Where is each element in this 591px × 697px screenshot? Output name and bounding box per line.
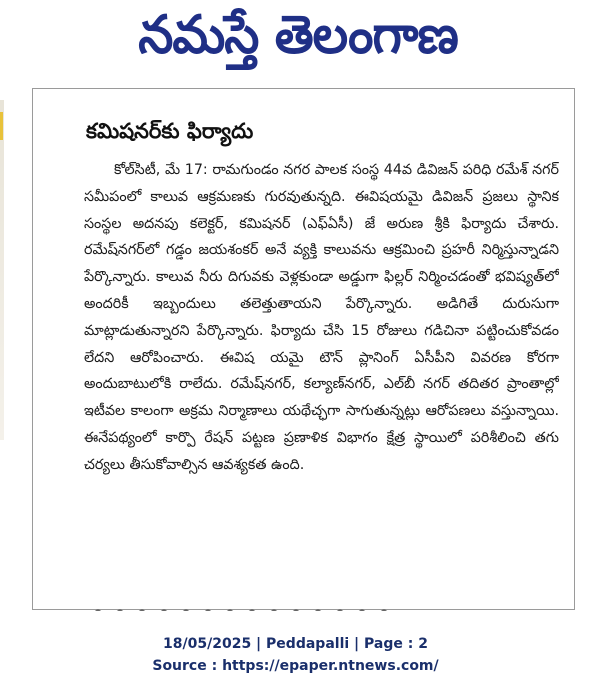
article-body: కోల్‌సిటీ, మే 17: రామగుండం నగర పాలక సంస్థ 44వ డివిజన్ పరిధి రమేశ్ నగర్ సమీపంలో కాలువ ఆక్రమణకు గురవుతున్నది. ఈవిషయమై డివిజన్ ప్రజలు స్థానిక సంస్థల అదనపు కలెక్టర్, కమిషనర్ (ఎఫ్‌ఏసీ) జే అరుణ శ్రీకి ఫిర్యాదు చేశారు. రమేష్‌నగర్‌లో గడ్డం జయశంకర్ అనే వ్యక్తి కాలువను ఆక్రమించి ప్రహరీ నిర్మిస్తున్నాడని పేర్కొన్నారు. కాలువ నీరు దిగువకు వెళ్లకుండా అడ్డుగా ఫిల్లర్ నిర్మించడంతో భవిష్యత్‌లో అందరికీ ఇబ్బందులు తలెత్తుతాయని పేర్కొన్నారు. అడిగితే దురుసుగా మాట్లాడుతున్నారని పేర్కొన్నారు. ఫిర్యాదు చేసి 15 రోజులు గడిచినా పట్టించుకోవడం లేదని ఆరోపించారు. ఈవిష యమై టౌన్ ప్లానింగ్ ఏసీపీని వివరణ కోరగా అందుబాటులోకి రాలేదు. రమేష్‌నగర్, కల్యాణ్‌నగర్, ఎల్‌బీ నగర్ తదితర ప్రాంతాల్లో ఇటీవల కాలంగా అక్రమ నిర్మాణాలు యథేచ్ఛగా సాగుతున్నట్లు ఆరోపణలు వస్తున్నాయి. ఈనేపథ్యంలో కార్పొ రేషన్ పట్టణ ప్రణాళిక విభాగం క్షేత్ర స్థాయిలో పరిశీలించి తగు చర్యలు తీసుకోవాల్సిన ఆవశ్యకత ఉంది. xyxy=(84,162,559,473)
adjacent-clipping-highlight xyxy=(0,112,3,140)
next-article-cut-edge xyxy=(92,599,392,611)
edition-info: 18/05/2025 | Peddapalli | Page : 2 xyxy=(163,636,428,652)
newspaper-masthead: నమస్తే తెలంగాణ xyxy=(138,3,458,65)
article-headline: కమిషనర్‌కు ఫిర్యాదు xyxy=(86,119,254,143)
adjacent-clipping-edge xyxy=(0,100,4,440)
source-link[interactable]: Source : https://epaper.ntnews.com/ xyxy=(152,658,439,674)
